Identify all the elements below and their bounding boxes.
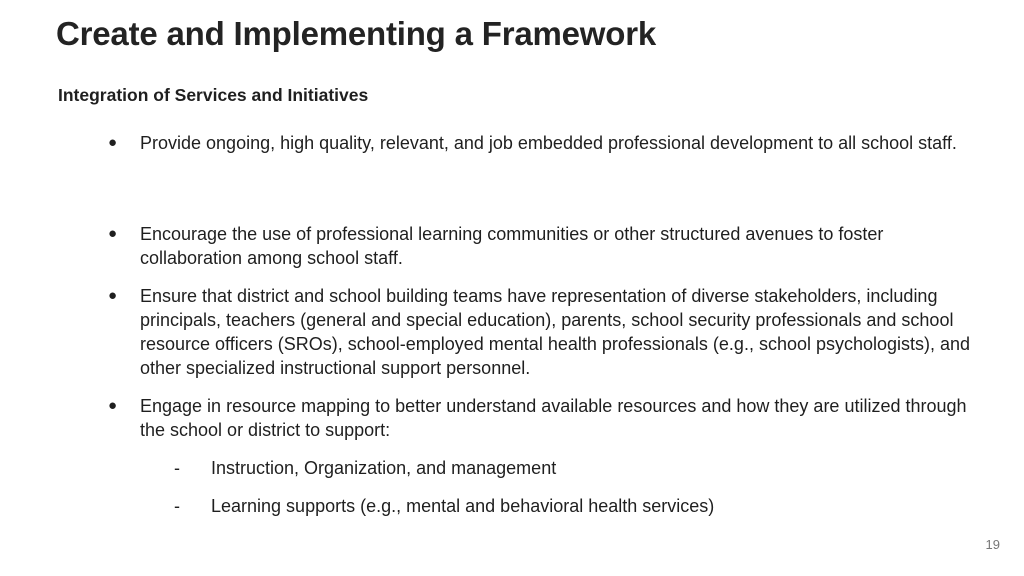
section-heading: Integration of Services and Initiatives — [58, 85, 369, 105]
sub-bullet-text: Learning supports (e.g., mental and behavioral health services) — [211, 496, 715, 516]
bullet-text: Encourage the use of professional learning communities or other structured avenues to foster collaboration among school staff. — [140, 224, 884, 268]
bullet-icon: ● — [108, 134, 118, 151]
dash-icon: - — [174, 496, 180, 516]
bullet-text: Provide ongoing, high quality, relevant, and job embedded professional development to all school staff. — [140, 133, 957, 153]
bullet-text: Ensure that district and school building teams have representation of diverse stakeholders, including principals, teachers (general and special education), parents, school security professionals and school resource officers (SROs), school-employed mental health professionals (e.g., school psychologists), and other specialized instructional support personnel. — [140, 286, 971, 378]
bullet-icon: ● — [108, 397, 118, 414]
slide-title: Create and Implementing a Framework — [56, 15, 657, 52]
bullet-icon: ● — [108, 225, 118, 242]
bullet-icon: ● — [108, 287, 118, 304]
sub-bullet-text: Instruction, Organization, and management — [211, 458, 557, 478]
dash-icon: - — [174, 458, 180, 478]
bullet-text: Engage in resource mapping to better understand available resources and how they are utilized through the school or district to support: — [140, 396, 967, 440]
page-number: 19 — [985, 537, 1000, 552]
